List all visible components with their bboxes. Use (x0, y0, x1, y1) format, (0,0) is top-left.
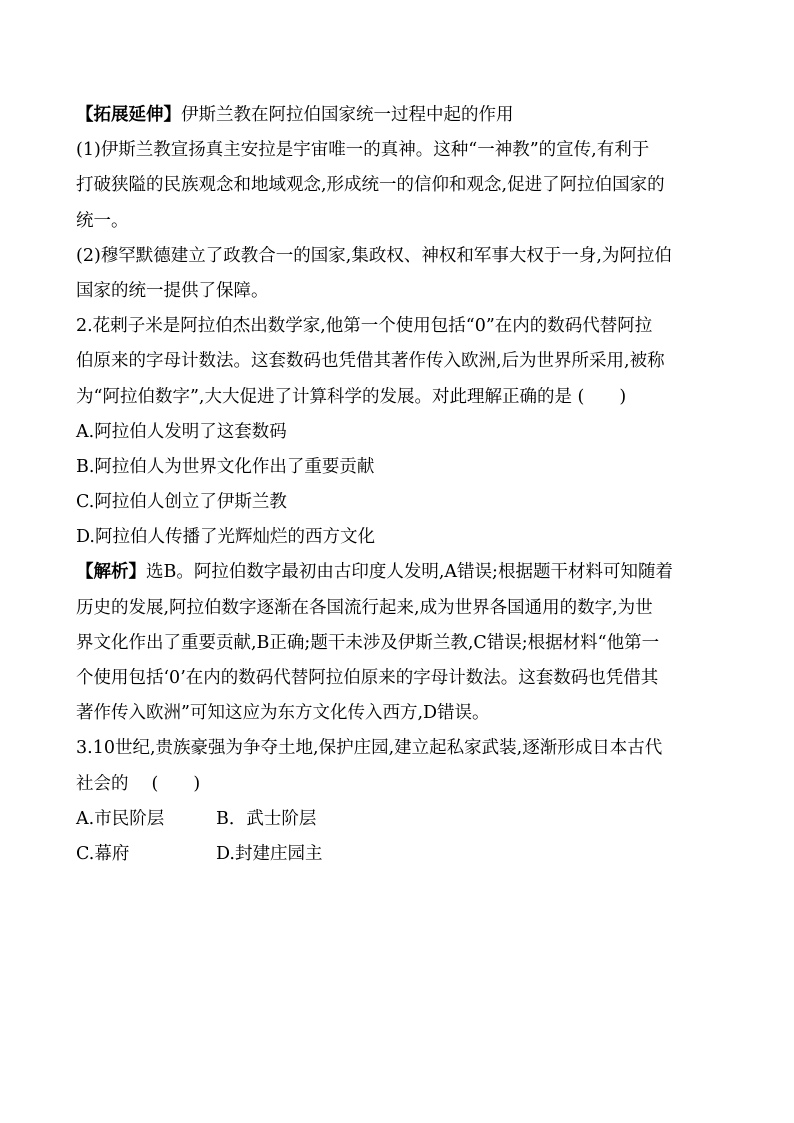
extension-tag: 【拓展延伸】 (76, 105, 181, 125)
extension-p2-line: 国家的统一提供了保障。 (76, 280, 269, 301)
analysis-text: 选B。阿拉伯数字最初由古印度人发明,A错误;根据题干材料可知随着 (146, 562, 673, 583)
question3-option-c: C.幕府 (76, 843, 130, 864)
analysis-tag: 【解析】 (76, 562, 146, 583)
question2-analysis-line: 界文化作出了重要贡献,B正确;题干未涉及伊斯兰教,C错误;根据材料“他第一 (76, 632, 660, 653)
extension-title: 伊斯兰教在阿拉伯国家统一过程中起的作用 (181, 105, 514, 125)
question2-option-a: A.阿拉伯人发明了这套数码 (76, 421, 287, 442)
question2-analysis-line: 历史的发展,阿拉伯数字逐渐在各国流行起来,成为世界各国通用的数字,为世 (76, 597, 653, 618)
document-page (76, 98, 718, 872)
question3-options-row-1 (76, 802, 718, 837)
extension-heading (76, 98, 718, 133)
question3-option-a: A.市民阶层 (76, 808, 165, 829)
question2-stem-line: 2.花剌子米是阿拉伯杰出数学家,他第一个使用包括“0”在内的数码代替阿拉 (76, 316, 653, 337)
question3-stem-line: 3.10世纪,贵族豪强为争夺土地,保护庄园,建立起私家武装,逐渐形成日本古代 (76, 738, 663, 759)
question2-analysis-first-line (76, 555, 718, 590)
question2-stem-line: 伯原来的字母计数法。这套数码也凭借其著作传入欧洲,后为世界所采用,被称 (76, 351, 665, 372)
question3-option-b: B．武士阶层 (216, 808, 317, 829)
question2-option-b: B.阿拉伯人为世界文化作出了重要贡献 (76, 456, 375, 477)
question2-option-c: C.阿拉伯人创立了伊斯兰教 (76, 492, 287, 513)
question2-option-d: D.阿拉伯人传播了光辉灿烂的西方文化 (76, 527, 375, 548)
question3-stem-line: 社会的 ( ) (76, 773, 201, 794)
question2-analysis-line: 个使用包括‘0’在内的数码代替阿拉伯原来的字母计数法。这套数码也凭借其 (76, 668, 659, 688)
extension-p1-line: 打破狭隘的民族观念和地域观念,形成统一的信仰和观念,促进了阿拉伯国家的 (76, 175, 665, 196)
extension-p1-line: (1)伊斯兰教宣扬真主安拉是宇宙唯一的真神。这种“一神教”的宣传,有利于 (76, 140, 650, 161)
question2-analysis-line: 著作传入欧洲”可知这应为东方文化传入西方,D错误。 (76, 703, 490, 724)
question2-stem-line: 为“阿拉伯数字”,大大促进了计算科学的发展。对此理解正确的是 ( ) (76, 386, 627, 407)
extension-p2-line: (2)穆罕默德建立了政教合一的国家,集政权、神权和军事大权于一身,为阿拉伯 (76, 245, 672, 266)
question3-options-row-2 (76, 837, 718, 872)
extension-p1-line: 统一。 (76, 210, 129, 231)
question3-option-d: D.封建庄园主 (216, 843, 323, 864)
